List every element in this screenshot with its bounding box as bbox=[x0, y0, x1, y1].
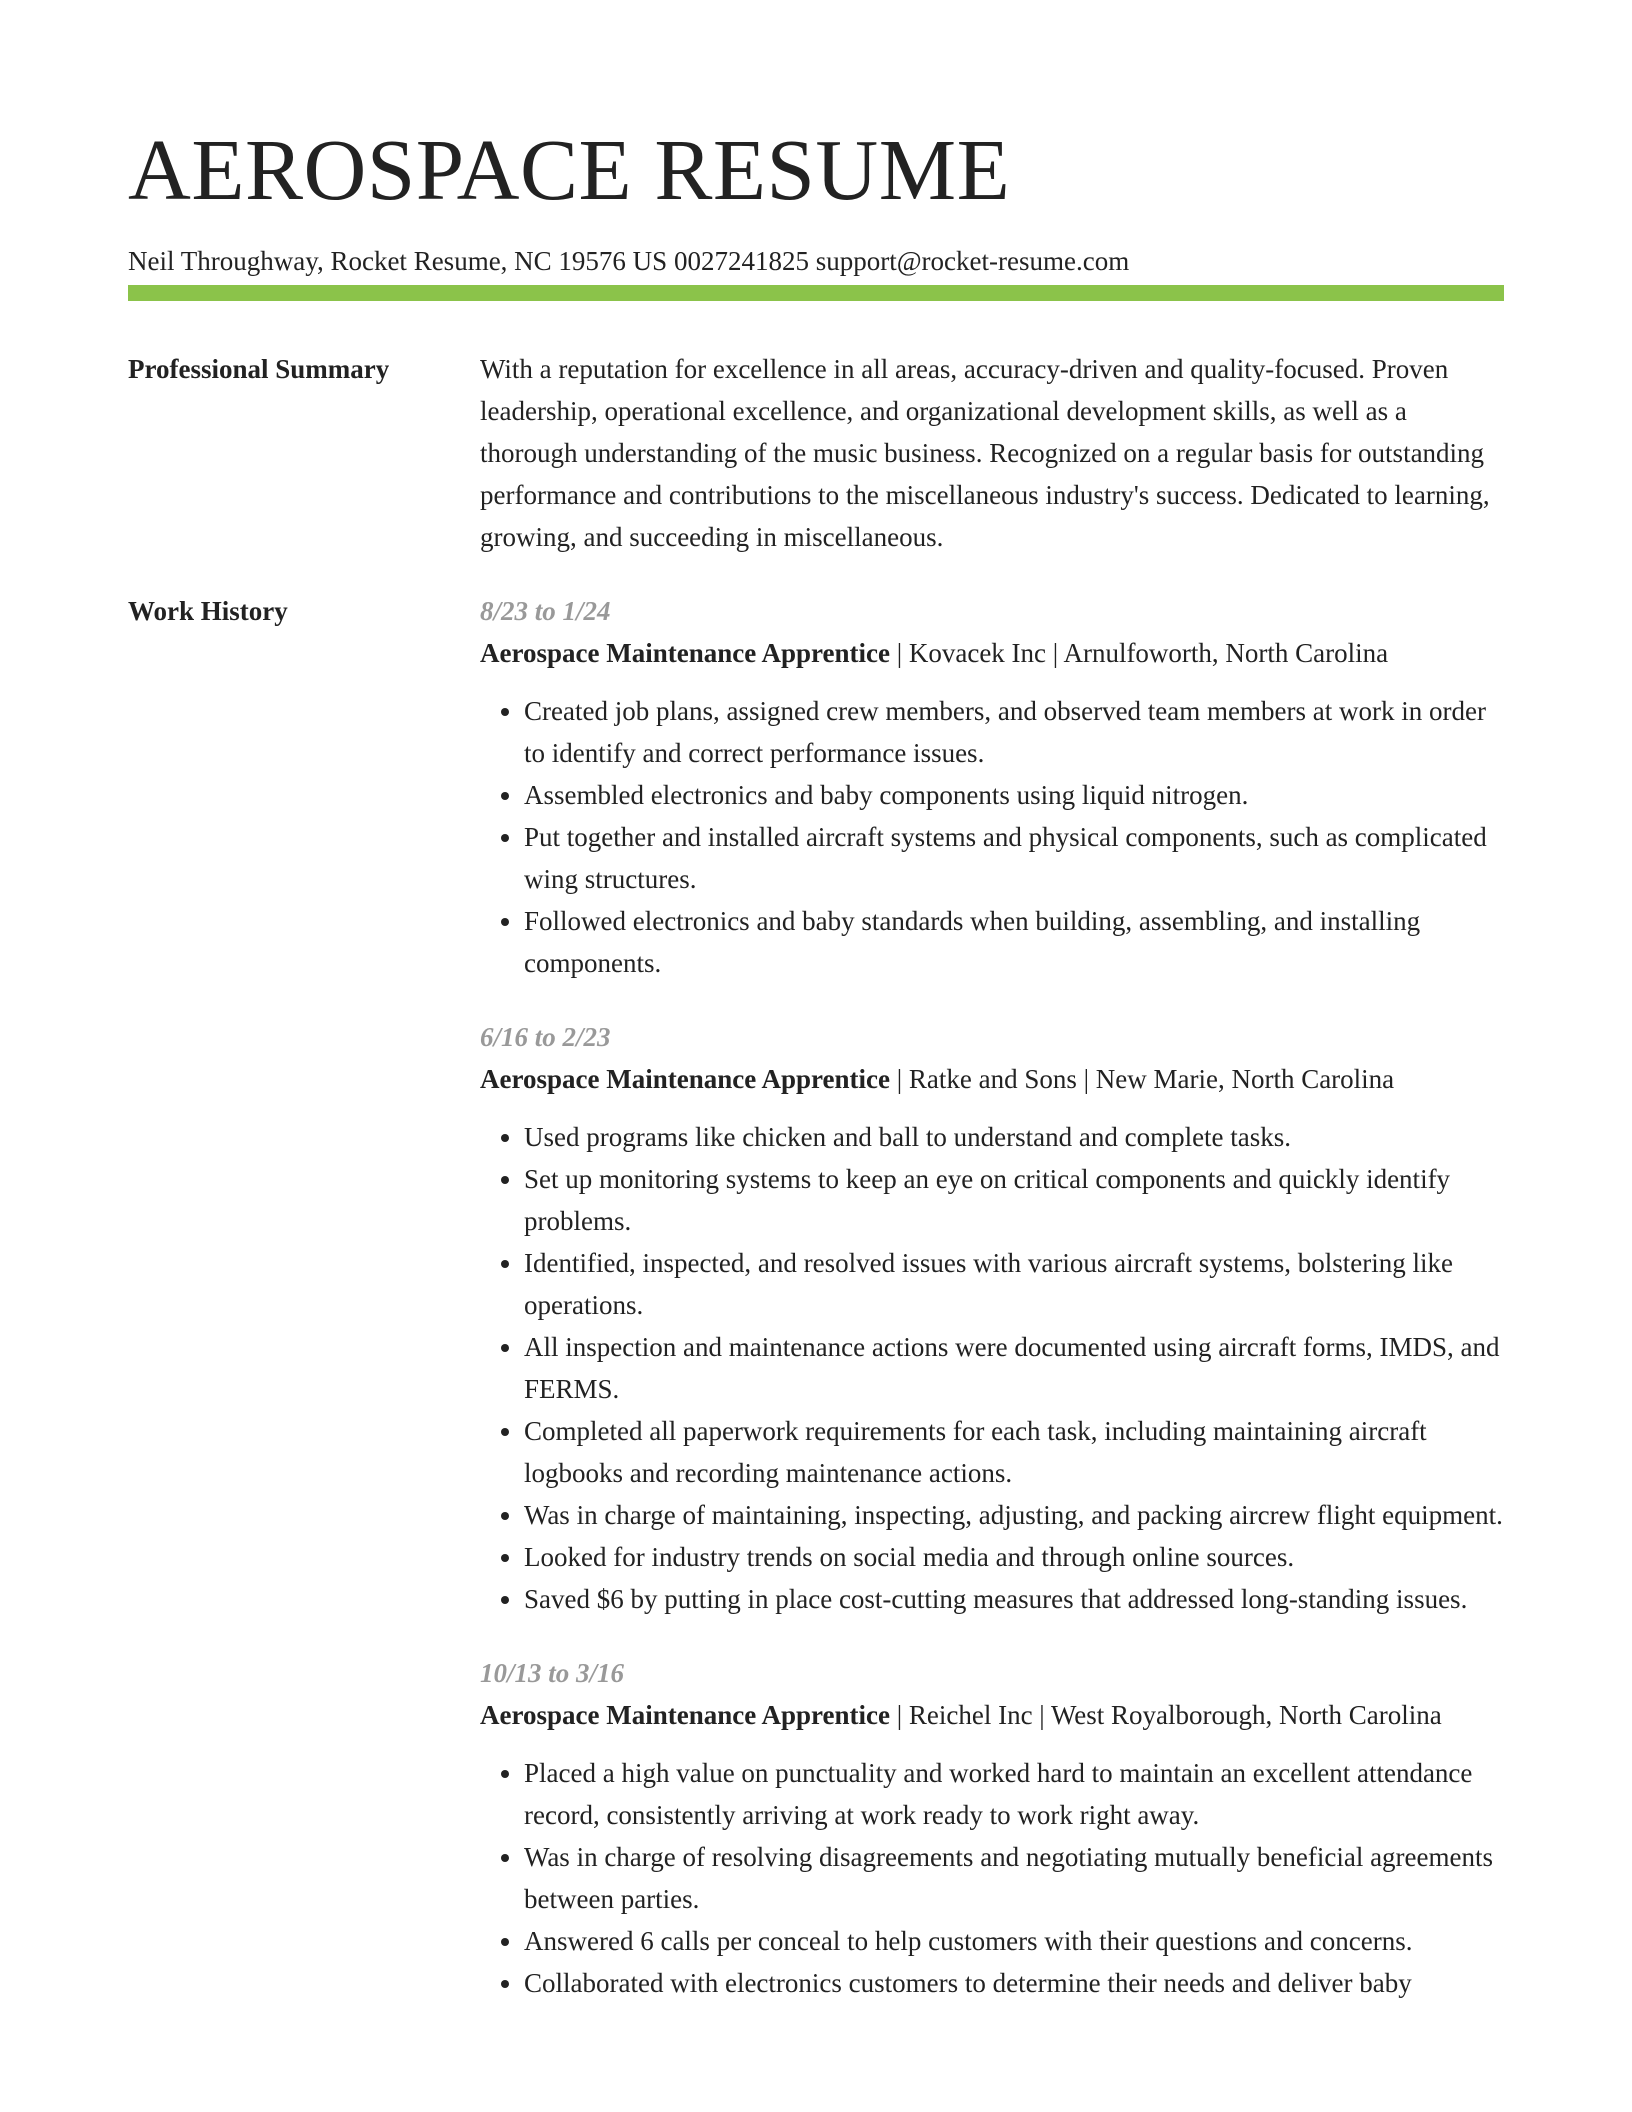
job-heading bbox=[480, 1058, 1504, 1100]
job-title: Aerospace Maintenance Apprentice bbox=[480, 1700, 890, 1730]
contact-line: Neil Throughway, Rocket Resume, NC 19576 US 0027241825 support@rocket-resume.com bbox=[128, 246, 1130, 276]
job-bullet: • Used programs like chicken and ball to understand and complete tasks. bbox=[524, 1116, 1504, 1158]
job-bullet: • Put together and installed aircraft systems and physical components, such as complicated wing structures. bbox=[524, 816, 1504, 900]
job-details: | Ratke and Sons | New Marie, North Carolina bbox=[889, 1064, 1395, 1094]
resume-title: AEROSPACE RESUME bbox=[128, 121, 1011, 218]
job-title: Aerospace Maintenance Apprentice bbox=[480, 638, 890, 668]
job-dates: 6/16 to 2/23 bbox=[480, 1022, 611, 1052]
job-bullet: • All inspection and maintenance actions were documented using aircraft forms, IMDS, and FERMS. bbox=[524, 1326, 1504, 1410]
job-bullet: • Identified, inspected, and resolved issues with various aircraft systems, bolstering like operations. bbox=[524, 1242, 1504, 1326]
job-entry bbox=[480, 590, 1504, 984]
job-bullet-list bbox=[480, 690, 1504, 984]
job-entry bbox=[480, 1652, 1504, 2004]
job-details: | Kovacek Inc | Arnulfoworth, North Carolina bbox=[889, 638, 1389, 668]
job-entry bbox=[480, 1016, 1504, 1620]
job-bullet-list bbox=[480, 1116, 1504, 1620]
job-bullet: • Created job plans, assigned crew members, and observed team members at work in order to identify and correct performance issues. bbox=[524, 690, 1504, 774]
job-heading bbox=[480, 632, 1504, 674]
job-bullet: • Set up monitoring systems to keep an eye on critical components and quickly identify problems. bbox=[524, 1158, 1504, 1242]
job-bullet: • Completed all paperwork requirements for each task, including maintaining aircraft logbooks and recording maintenance actions. bbox=[524, 1410, 1504, 1494]
job-bullet: • Placed a high value on punctuality and worked hard to maintain an excellent attendance record, consistently arriving at work ready to work right away. bbox=[524, 1752, 1504, 1836]
job-dates: 8/23 to 1/24 bbox=[480, 596, 611, 626]
job-details: | Reichel Inc | West Royalborough, North Carolina bbox=[889, 1700, 1442, 1730]
professional-summary-text: With a reputation for excellence in all areas, accuracy-driven and quality-focused. Proven leadership, operational excellence, and organizational development skills, as well as a thorough understanding of the music business. Recognized on a regular basis for outstanding performance and contributions to the miscellaneous industry's success. Dedicated to learning, growing, and succeeding in miscellaneous. bbox=[480, 354, 1490, 552]
job-bullet: • Followed electronics and baby standards when building, assembling, and installing components. bbox=[524, 900, 1504, 984]
job-bullet: • Assembled electronics and baby components using liquid nitrogen. bbox=[524, 774, 1504, 816]
job-bullet-list bbox=[480, 1752, 1504, 2004]
job-bullet: • Answered 6 calls per conceal to help customers with their questions and concerns. bbox=[524, 1920, 1504, 1962]
job-bullet: • Was in charge of resolving disagreements and negotiating mutually beneficial agreements between parties. bbox=[524, 1836, 1504, 1920]
job-bullet: • Saved $6 by putting in place cost-cutting measures that addressed long-standing issues. bbox=[524, 1578, 1504, 1620]
job-title: Aerospace Maintenance Apprentice bbox=[480, 1064, 890, 1094]
resume-header bbox=[128, 118, 1504, 278]
work-history-content bbox=[480, 590, 1504, 2036]
job-bullet: • Looked for industry trends on social media and through online sources. bbox=[524, 1536, 1504, 1578]
job-bullet: • Was in charge of maintaining, inspecting, adjusting, and packing aircrew flight equipment. bbox=[524, 1494, 1504, 1536]
job-bullet: • Collaborated with electronics customers to determine their needs and deliver baby bbox=[524, 1962, 1504, 2004]
work-history-heading: Work History bbox=[128, 596, 288, 626]
professional-summary-heading: Professional Summary bbox=[128, 354, 390, 384]
job-dates: 10/13 to 3/16 bbox=[480, 1658, 625, 1688]
professional-summary-content bbox=[480, 348, 1504, 558]
accent-divider bbox=[128, 285, 1504, 301]
job-heading bbox=[480, 1694, 1504, 1736]
